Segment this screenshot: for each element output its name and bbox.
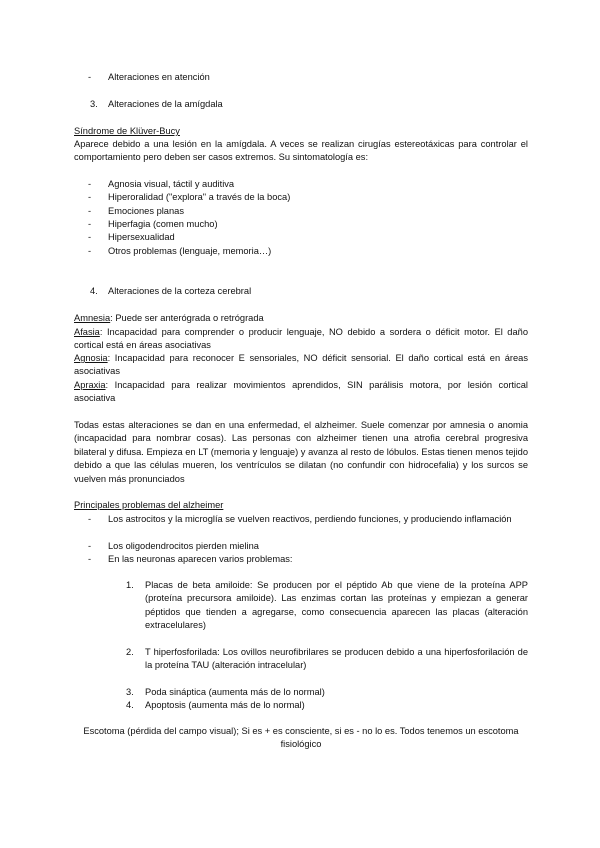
bullet-dash: - xyxy=(88,554,92,564)
definition-amnesia xyxy=(74,312,528,325)
bullet-dash: - xyxy=(88,206,92,216)
definition-apraxia xyxy=(74,379,528,406)
bullet-dash: - xyxy=(88,232,92,242)
list-number: 1. xyxy=(126,580,134,590)
list-number: 3. xyxy=(126,687,134,697)
bullet-dash: - xyxy=(88,246,92,256)
bullet-item: Alteraciones en atención xyxy=(108,72,210,82)
term-text: : Incapacidad para reconocer E sensoriales, NO déficit sensorial. El daño cortical está en áreas asociativas xyxy=(74,353,528,377)
kluver-bullet: Emociones planas xyxy=(108,206,184,216)
bullet-dash: - xyxy=(88,72,92,82)
bullet-dash: - xyxy=(88,219,92,229)
term-text: : Incapacidad para comprender o producir lenguaje, NO debido a sordera o déficit motor. El daño cortical está en áreas asociativas xyxy=(74,327,528,351)
term-text: : Puede ser anterógrada o retrógrada xyxy=(110,313,264,323)
bullet-dash: - xyxy=(88,179,92,189)
section-title: Alteraciones de la corteza cerebral xyxy=(108,286,252,296)
kluver-bullet: Hipersexualidad xyxy=(108,232,175,242)
problem-bullet: En las neuronas aparecen varios problemas: xyxy=(108,554,293,564)
list-item: Placas de beta amiloide: Se producen por el péptido Ab que viene de la proteína APP (proteína precursora amiloide). Las enzimas cortan las proteínas y empiezan a generar péptidos que tienden a agregarse, como consecuencia aparecen las placas (alteración extracelulares) xyxy=(145,580,528,631)
bullet-dash: - xyxy=(88,514,92,524)
bullet-dash: - xyxy=(88,541,92,551)
list-item: Poda sináptica (aumenta más de lo normal) xyxy=(145,687,325,697)
term-label: Apraxia xyxy=(74,380,106,390)
kluver-bullet: Otros problemas (lenguaje, memoria…) xyxy=(108,246,272,256)
list-item: Apoptosis (aumenta más de lo normal) xyxy=(145,700,305,710)
definition-afasia xyxy=(74,326,528,353)
term-text: : Incapacidad para realizar movimientos aprendidos, SIN parálisis motora, por lesión cortical asociativa xyxy=(74,380,528,404)
section-number: 3. xyxy=(90,99,98,109)
kluver-bullet: Agnosia visual, táctil y auditiva xyxy=(108,179,235,189)
term-label: Agnosia xyxy=(74,353,108,363)
alzheimer-paragraph: Todas estas alteraciones se dan en una enfermedad, el alzheimer. Suele comenzar por amnesia o anomia (incapacidad para nombrar cosas). Las personas con alzheimer tienen una atrofia cerebral progresiva bilateral y difusa. Empieza en LT (memoria y lenguaje) y avanza al resto de lóbulos. Estas tienen menos tejido debido a que las células mueren, los ventrículos se dilatan (no confundir con hidrocefalia) y los surcos se vuelven más pronunciados xyxy=(74,420,528,484)
bullet-dash: - xyxy=(88,192,92,202)
kluver-paragraph: Aparece debido a una lesión en la amígdala. A veces se realizan cirugías estereotáxicas para controlar el comportamiento pero deben ser casos extremos. Su sintomatología es: xyxy=(74,139,528,163)
problem-bullet: Los oligodendrocitos pierden mielina xyxy=(108,541,259,551)
kluver-heading: Síndrome de Klüver-Bucy xyxy=(74,126,180,136)
kluver-bullet: Hiperfagia (comen mucho) xyxy=(108,219,218,229)
definition-agnosia xyxy=(74,352,528,379)
section-title: Alteraciones de la amígdala xyxy=(108,99,223,109)
section-number: 4. xyxy=(90,286,98,296)
term-label: Amnesia xyxy=(74,313,111,323)
problems-heading: Principales problemas del alzheimer xyxy=(74,500,224,510)
list-item: T hiperfosforilada: Los ovillos neurofibrilares se producen debido a una hiperfosforilación de la proteína TAU (alteración intracelular) xyxy=(145,647,528,671)
problem-bullet: Los astrocitos y la microglía se vuelven reactivos, perdiendo funciones, y produciendo inflamación xyxy=(108,514,512,524)
kluver-bullet: Hiperoralidad ("explora" a través de la boca) xyxy=(108,192,291,202)
list-number: 2. xyxy=(126,647,134,657)
escotoma-note: Escotoma (pérdida del campo visual); Si es + es consciente, si es - no lo es. Todos tenemos un escotoma fisiológico xyxy=(83,726,519,750)
list-number: 4. xyxy=(126,700,134,710)
term-label: Afasia xyxy=(74,327,100,337)
